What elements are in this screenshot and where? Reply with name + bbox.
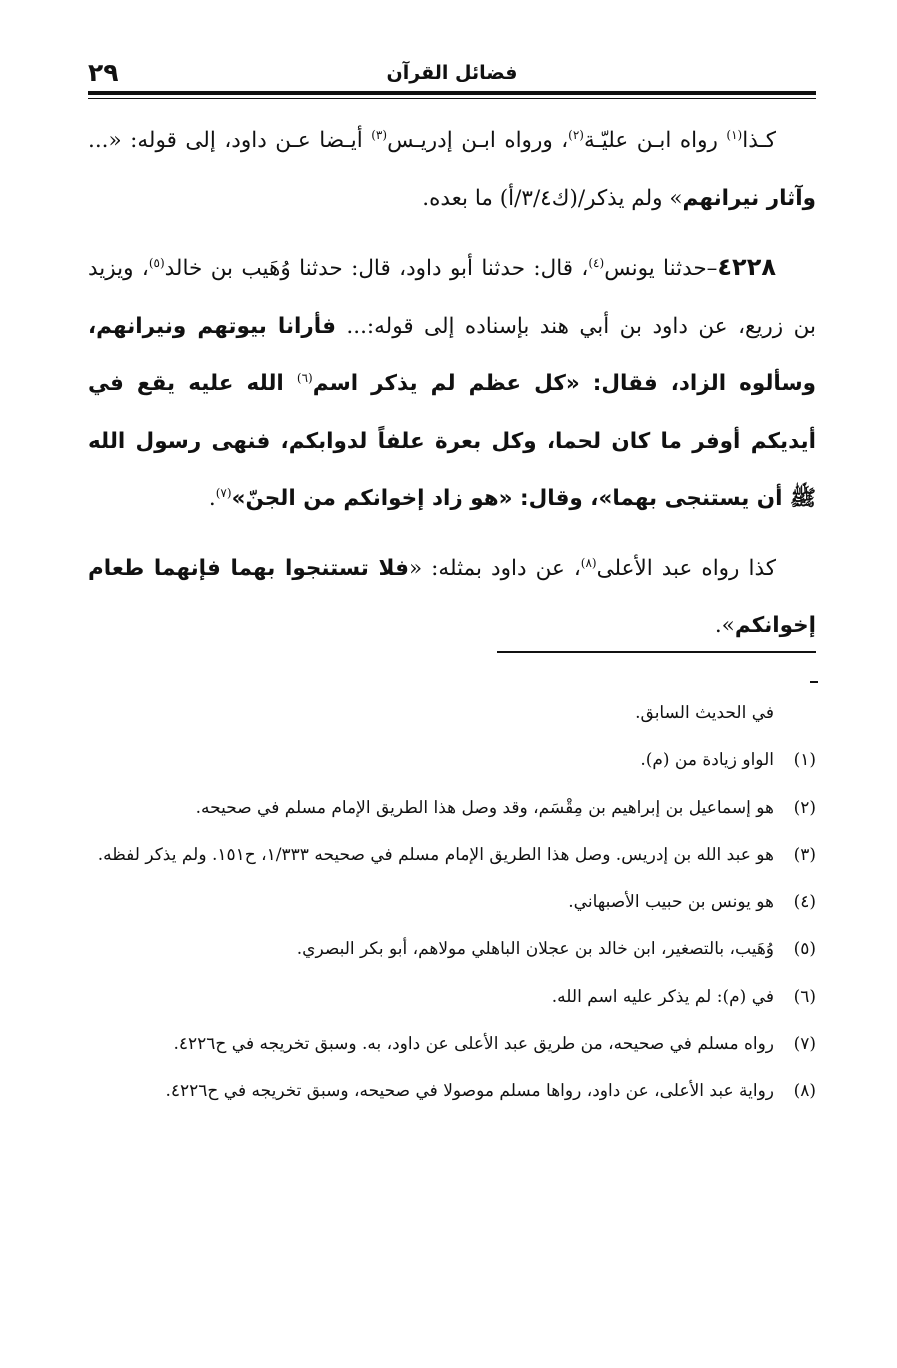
book-title: فضائل القرآن bbox=[386, 62, 518, 84]
footnote-separator bbox=[497, 651, 816, 653]
page-number: ٢٩ bbox=[88, 58, 119, 87]
header-rule-thick bbox=[88, 91, 816, 95]
footnote-ref-7: (٧) bbox=[215, 485, 232, 500]
footnote bbox=[88, 785, 816, 832]
footnote bbox=[88, 926, 816, 973]
footnote-number: (٢) bbox=[793, 797, 816, 818]
footnote-number: (١) bbox=[793, 750, 816, 771]
footnote-continuation-mark bbox=[810, 681, 818, 683]
main-text bbox=[88, 112, 816, 655]
footnote-number: (٤) bbox=[793, 892, 816, 913]
paragraph-2 bbox=[88, 239, 816, 528]
text-run: كذا رواه عبد الأعلى bbox=[596, 555, 776, 581]
text-run: ، قال: حدثنا أبو داود، قال: حدثنا وُهَيب بن خالد bbox=[164, 256, 589, 281]
footnote-continuation: في الحديث السابق. bbox=[635, 703, 774, 723]
footnote bbox=[88, 974, 816, 1021]
footnote-text: في (م): لم يذكر عليه اسم الله. bbox=[551, 986, 774, 1007]
text-run: أيـضا عـن داود، إلى قوله: «... bbox=[88, 128, 372, 153]
header-rule-thin bbox=[88, 98, 816, 99]
hadith-number: ٤٢٢٨ bbox=[717, 253, 776, 281]
footnote-text: الواو زيادة من (م). bbox=[640, 750, 774, 771]
footnote-number: (٣) bbox=[793, 844, 816, 865]
bold-quote: الله عليه يقع في أيديكم أوفر ما كان لحما، وكل بعرة علفاً لدوابكم، فنهى رسول الله ﷺ أن يستنجى بهما»، وقال: «هو زاد إخوانكم من الجنّ» bbox=[88, 371, 816, 511]
footnote-ref-6: (٦) bbox=[296, 370, 313, 385]
footnote-text: هو إسماعيل بن إبراهيم بن مِقْسَم، وقد وصل هذا الطريق الإمام مسلم في صحيحه. bbox=[195, 797, 774, 818]
footnote-ref-4: (٤) bbox=[588, 255, 605, 270]
footnote-text: رواه مسلم في صحيحه، من طريق عبد الأعلى عن داود، به. وسبق تخريجه في ح٤٢٢٦. bbox=[173, 1034, 774, 1055]
footnote-number: (٥) bbox=[793, 939, 816, 960]
footnote-ref-8: (٨) bbox=[580, 555, 597, 570]
text-run: » ولم يذكر/(ك٣/٤/أ) ما بعده. bbox=[422, 185, 683, 211]
footnote-ref-1: (١) bbox=[726, 127, 743, 142]
footnote-number: (٨) bbox=[793, 1081, 816, 1102]
text-run: ». bbox=[714, 613, 735, 638]
footnote-ref-3: (٣) bbox=[371, 127, 388, 142]
text-run: ، ورواه ابـن إدريـس bbox=[387, 128, 569, 153]
footnote bbox=[88, 832, 816, 879]
bold-quote: فأرانا بيوتهم ونيرانهم، وسألوه الزاد، فقال: «كل عظم لم يذكر اسم bbox=[88, 313, 817, 396]
footnote-ref-5: (٥) bbox=[148, 255, 165, 270]
footnotes bbox=[88, 690, 816, 1116]
footnote-text: رواية عبد الأعلى، عن داود، رواها مسلم موصولا في صحيحه، وسبق تخريجه في ح٤٢٢٦. bbox=[165, 1081, 774, 1102]
text-run: –حدثنا يونس bbox=[604, 256, 718, 281]
text-run: كـذا bbox=[742, 128, 777, 153]
footnote-text: هو يونس بن حبيب الأصبهاني. bbox=[568, 892, 774, 913]
footnote bbox=[88, 737, 816, 784]
bold-quote: وآثار نيرانهم bbox=[682, 185, 816, 211]
running-header bbox=[88, 58, 816, 88]
paragraph-1 bbox=[88, 112, 816, 227]
footnote-text: هو عبد الله بن إدريس. وصل هذا الطريق الإمام مسلم في صحيحه ١/٣٣٣، ح١٥١. ولم يذكر لفظه. bbox=[97, 844, 774, 865]
footnote-ref-2: (٢) bbox=[568, 127, 584, 142]
footnote-text: وُهَيب، بالتصغير، ابن خالد بن عجلان الباهلي مولاهم، أبو بكر البصري. bbox=[296, 939, 774, 960]
paragraph-3 bbox=[88, 540, 816, 655]
footnote-number: (٦) bbox=[793, 986, 816, 1007]
footnote bbox=[88, 1021, 816, 1068]
text-run: . bbox=[208, 486, 216, 511]
text-run: ، عن داود بمثله: « bbox=[408, 555, 581, 581]
footnote-number: (٧) bbox=[793, 1034, 816, 1055]
footnote bbox=[88, 1068, 816, 1115]
footnote bbox=[88, 879, 816, 926]
text-run: رواه ابـن عليّـة bbox=[583, 128, 727, 153]
bold-quote: فلا تستنجوا بهما فإنهما طعام إخوانكم bbox=[88, 555, 816, 638]
text-run: ، ويزيد بن زريع، عن داود بن أبي هند بإسناده إلى قوله:... bbox=[88, 256, 816, 339]
